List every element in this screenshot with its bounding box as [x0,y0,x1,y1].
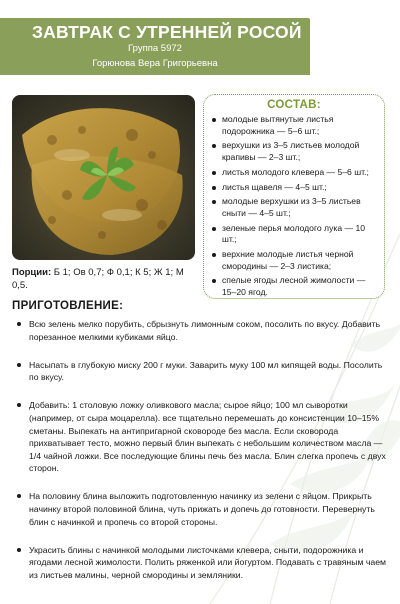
group-number: Группа 5972 [128,43,182,54]
ingredient-item: молодые верхушки из 3–5 листьев сныти — 4–5 шт.; [212,196,382,219]
page-title: ЗАВТРАК С УТРЕННЕЙ РОСОЙ [32,22,302,42]
preparation-title: ПРИГОТОВЛЕНИЕ: [12,300,124,312]
ingredient-item: молодые вытянутые листья подорожника — 5–6 шт.; [212,114,382,137]
preparation-step: Добавить: 1 столовую ложку оливкового масла; сырое яйцо; 100 мл сыворотки (например, от сыра моцарелла). все тщательно перемешать до консистенции 10–15% сметаны. Выпекать на антипригарной сковороде без масла. Если сковорода прихватывает тесто, можно первый блин выпекать с небольшим количеством масла — 1/4 чайной ложки. Все последующие блины печь без масла. Блин слегка пропечь с двух сторон. [12,399,390,475]
preparation-step: Насыпать в глубокую миску 200 г муки. Заварить муку 100 мл кипящей воды. Посолить по вкусу. [12,359,390,384]
ingredient-item: листья щавеля — 4–5 шт.; [212,182,382,194]
pancakes-with-herbs-photo-icon [12,95,195,260]
author-name: Горюнова Вера Григорьевна [92,58,218,69]
header-banner [0,18,310,75]
ingredient-item: спелые ягоды лесной жимолости — 15–20 ягод. [212,275,382,298]
portion-label: Порции: [12,267,52,278]
ingredients-list [212,114,382,302]
preparation-step: Украсить блины с начинкой молодыми листочками клевера, сныти, подорожника и ягодами лесной жимолости. Полить ряженкой или йогуртом. Подавать с травяным чаем из листьев малины, черной смородины и земляники. [12,544,390,582]
ingredients-title: СОСТАВ: [267,99,321,111]
preparation-step: Всю зелень мелко порубить, сбрызнуть лимонным соком, посолить по вкусу. Добавить порезанное мелкими кубиками яйцо. [12,318,390,343]
ingredient-item: зеленые перья молодого лука — 10 шт.; [212,223,382,246]
ingredient-item: листья молодого клевера — 5–6 шт.; [212,167,382,179]
ingredient-item: верхушки из 3–5 листьев молодой крапивы — 2–3 шт.; [212,140,382,163]
preparation-steps [12,318,390,597]
dish-photo [12,95,195,260]
ingredients-panel [203,94,385,299]
portion-info [12,266,202,292]
portion-value: Б 1; Ов 0,7; Ф 0,1; К 5; Ж 1; М 0,5. [12,267,184,291]
ingredient-item: верхние молодые листья черной смородины — 2–3 листика; [212,249,382,272]
preparation-step: На половину блина выложить подготовленную начинку из зелени с яйцом. Прикрыть начинку второй половиной блина, чуть прижать и допечь до готовности. Перевернуть блин с начинкой и пропечь со второй стороны. [12,490,390,528]
